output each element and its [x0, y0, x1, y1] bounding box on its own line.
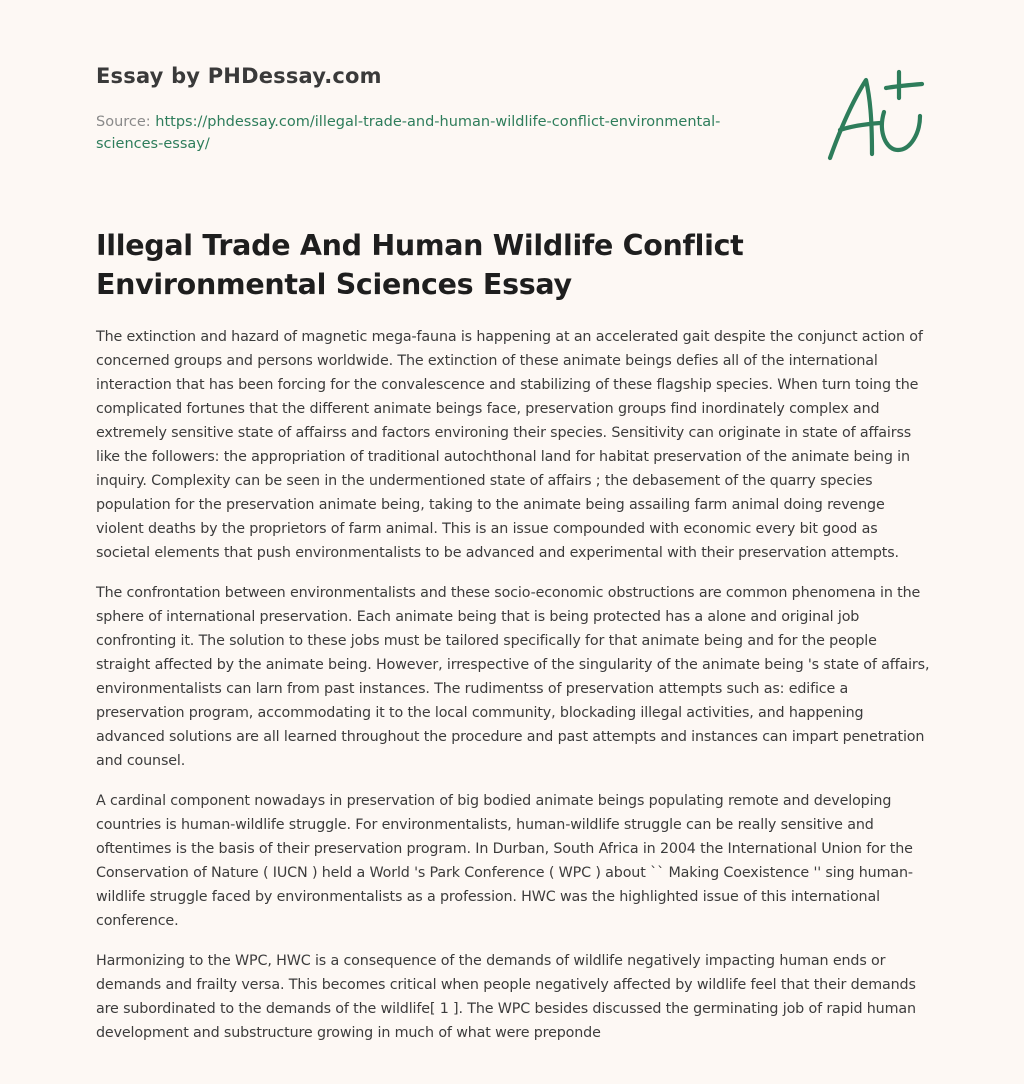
essay-title: Illegal Trade And Human Wildlife Conflict Environmental Sciences Essay	[96, 229, 744, 301]
source-label: Source:	[96, 114, 156, 130]
essay-paragraph: Harmonizing to the WPC, HWC is a consequence of the demands of wildlife negatively impacting human ends or demands and frailty versa. This becomes critical when people negatively affected by wildlife feel that their demands are subordinated to the demands of the wildlife[ 1 ]. The WPC besides discussed the germinating job of rapid human development and substructure growing in much of what were preponde	[96, 953, 916, 1041]
essay-paragraph: The confrontation between environmentalists and these socio-economic obstructions are common phenomena in the sphere of international preservation. Each animate being that is being protected has a alone and original job confronting it. The solution to these jobs must be tailored specifically for that animate being and for the people straight affected by the animate being. However, irrespective of the singularity of the animate being 's state of affairs, environmentalists can larn from past instances. The rudimentss of preservation attempts such as: edifice a preservation program, accommodating it to the local community, blockading illegal activities, and happening advanced solutions are all learned throughout the procedure and past attempts and instances can impart penetration and counsel.	[96, 585, 930, 769]
site-title: Essay by PHDessay.com	[96, 64, 382, 88]
essay-paragraph: A cardinal component nowadays in preservation of big bodied animate beings populating remote and developing countries is human-wildlife struggle. For environmentalists, human-wildlife struggle can be really sensitive and oftentimes is the basis of their preservation program. In Durban, South Africa in 2004 the International Union for the Conservation of Nature ( IUCN ) held a World 's Park Conference ( WPC ) about `` Making Coexistence '' sing human-wildlife struggle faced by environmentalists as a profession. HWC was the highlighted issue of this international conference.	[96, 793, 913, 929]
essay-paragraph: The extinction and hazard of magnetic mega-fauna is happening at an accelerated gait despite the conjunct action of concerned groups and persons worldwide. The extinction of these animate beings defies all of the international interaction that has been forcing for the convalescence and stabilizing of these flagship species. When turn toing the complicated fortunes that the different animate beings face, preservation groups find inordinately complex and extremely sensitive state of affairss and factors environing their species. Sensitivity can originate in state of affairss like the followers: the appropriation of traditional autochthonal land for habitat preservation of the animate being in inquiry. Complexity can be seen in the undermentioned state of affairs ; the debasement of the quarry species population for the preservation animate being, taking to the animate being assailing farm animal doing revenge violent deaths by the proprietors of farm animal. This is an issue compounded with economic every bit good as societal elements that push environmentalists to be advanced and experimental with their preservation attempts.	[96, 329, 923, 561]
a-plus-logo-icon	[826, 68, 930, 166]
source-link[interactable]: https://phdessay.com/illegal-trade-and-human-wildlife-conflict-environmental-sciences-essay/	[96, 114, 721, 152]
source-line	[96, 111, 776, 155]
essay-body	[96, 325, 932, 1061]
